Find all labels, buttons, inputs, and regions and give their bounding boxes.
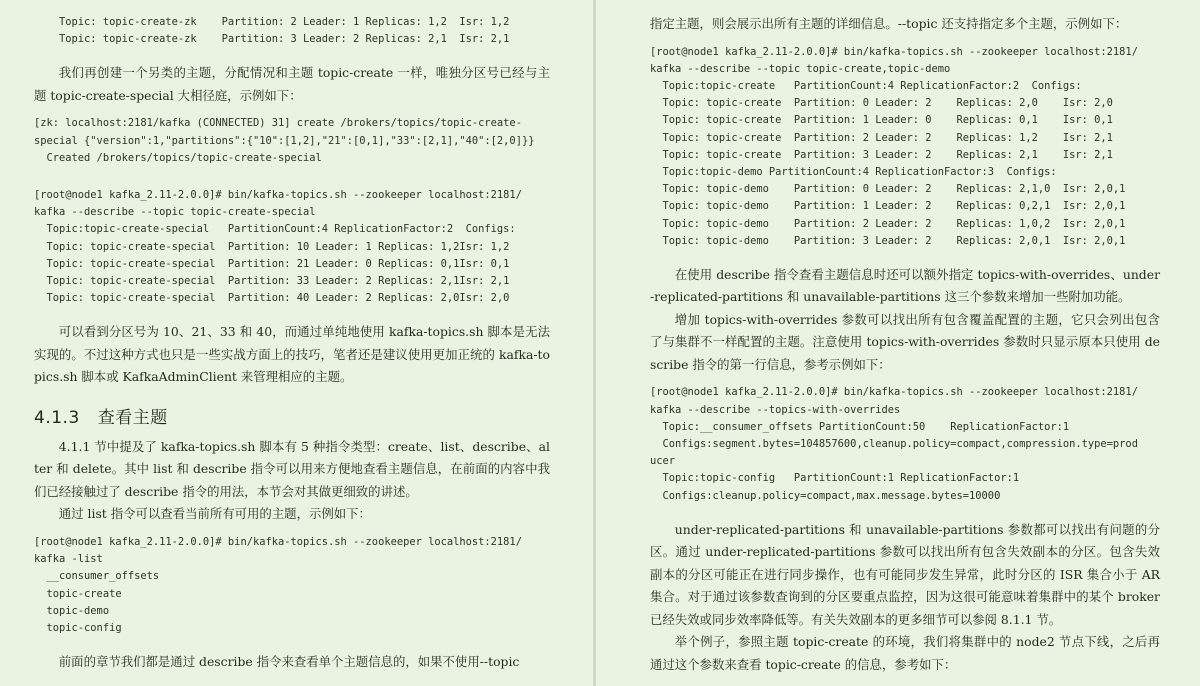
code-line: [zk: localhost:2181/kafka (CONNECTED) 31] create /brokers/topics/topic-create- (34, 117, 522, 130)
code-line: Topic: topic-create-special Partition: 10 Leader: 1 Replicas: 1,2Isr: 1,2 (34, 240, 510, 253)
code-line: kafka --describe --topics-with-overrides (650, 403, 901, 416)
code-block-overrides (650, 384, 1160, 504)
right-page (596, 0, 1200, 686)
code-line: Topic:__consumer_offsets PartitionCount:50 ReplicationFactor:1 (650, 420, 1070, 433)
code-line: Topic: topic-create-zk Partition: 3 Leader: 2 Replicas: 2,1 Isr: 2,1 (34, 33, 510, 46)
code-line: __consumer_offsets (34, 570, 160, 583)
code-block-topic-create-zk (34, 14, 550, 48)
code-line: Configs:cleanup.policy=compact,max.message.bytes=10000 (650, 489, 1001, 502)
code-line: kafka --describe --topic topic-create,topic-demo (650, 62, 951, 75)
paragraph-partition-numbers: 可以看到分区号为 10、21、33 和 40，而通过单纯地使用 kafka-topics.sh 脚本是无法实现的。不过这种方式也只是一些实战方面上的技巧，笔者还是建议使用更加正统的 kafka-topics.sh 脚本或 KafkaAdminClient 来管理相应的主题。 (34, 324, 550, 385)
code-line: Topic:topic-demo PartitionCount:4 ReplicationFactor:3 Configs: (650, 165, 1057, 178)
paragraph-describe-options: 在使用 describe 指令查看主题信息时还可以额外指定 topics-with-overrides、under-replicated-partitions 和 unavailable-partitions 这三个参数来增加一些附加功能。 (650, 266, 1160, 305)
code-line: Topic: topic-create Partition: 0 Leader: 2 Replicas: 2,0 Isr: 2,0 (650, 97, 1113, 110)
code-line: Topic: topic-create Partition: 3 Leader: 2 Replicas: 2,1 Isr: 2,1 (650, 148, 1113, 161)
paragraph-topics-with-overrides: 增加 topics-with-overrides 参数可以找出所有包含覆盖配置的主题，它只会列出包含了与集群不一样配置的主题。注意使用 topics-with-overrides 参数时只显示原本只使用 describe 指令的第一行信息，参考示例如下： (650, 311, 1160, 372)
code-line: kafka --describe --topic topic-create-special (34, 206, 316, 219)
code-line: [root@node1 kafka_2.11-2.0.0]# bin/kafka-topics.sh --zookeeper localhost:2181/ (650, 45, 1138, 58)
code-line: Topic:topic-create PartitionCount:4 ReplicationFactor:2 Configs: (650, 79, 1082, 92)
code-line: Topic:topic-create-special PartitionCount:4 ReplicationFactor:2 Configs: (34, 223, 516, 236)
code-line: Topic: topic-create Partition: 2 Leader: 2 Replicas: 1,2 Isr: 2,1 (650, 131, 1113, 144)
code-line: Topic: topic-demo Partition: 0 Leader: 2 Replicas: 2,1,0 Isr: 2,0,1 (650, 183, 1126, 196)
code-line: Topic: topic-demo Partition: 3 Leader: 2 Replicas: 2,0,1 Isr: 2,0,1 (650, 234, 1126, 247)
code-line: Topic: topic-demo Partition: 2 Leader: 2 Replicas: 1,0,2 Isr: 2,0,1 (650, 217, 1126, 230)
code-line: topic-demo (34, 604, 110, 617)
paragraph-under-replicated: under-replicated-partitions 和 unavailable-partitions 参数都可以找出有问题的分区。通过 under-replicated-partitions 参数可以找出所有包含失效副本的分区。包含失效副本的分区可能正在进行同步操作，也有可能同步发生异常，此时分区的 ISR 集合小于 AR 集合。对于通过该参数查询到的分区要重点监控，因为这很可能意味着集群中的某个 broker 已经失效或同步效率降低等。有关失效副本的更多细节可以参阅 8.1.1 节。 (650, 521, 1160, 627)
code-line: topic-config (34, 621, 122, 634)
code-line: Created /brokers/topics/topic-create-special (34, 151, 322, 164)
code-line: Topic: topic-demo Partition: 1 Leader: 2 Replicas: 0,2,1 Isr: 2,0,1 (650, 200, 1126, 213)
paragraph-multi-topic: 指定主题，则会展示出所有主题的详细信息。--topic 还支持指定多个主题，示例如下： (650, 16, 1128, 31)
code-line: special {"version":1,"partitions":{"10":[1,2],"21":[0,1],"33":[2,1],"40":[2,0]}} (34, 134, 535, 147)
code-block-describe-special (34, 187, 550, 307)
section-heading (34, 403, 550, 428)
code-block-list (34, 534, 550, 637)
code-line: kafka -list (34, 553, 103, 566)
paragraph-special-topic: 我们再创建一个另类的主题，分配情况和主题 topic-create 一样，唯独分区号已经与主题 topic-create-special 大相径庭，示例如下： (34, 65, 550, 103)
code-line: Topic: topic-create-special Partition: 21 Leader: 0 Replicas: 0,1Isr: 0,1 (34, 257, 510, 270)
code-line: [root@node1 kafka_2.11-2.0.0]# bin/kafka-topics.sh --zookeeper localhost:2181/ (34, 189, 522, 202)
code-line: Configs:segment.bytes=104857600,cleanup.policy=compact,compression.type=prod (650, 438, 1138, 451)
paragraph-list-intro: 通过 list 指令可以查看当前所有可用的主题，示例如下： (58, 506, 371, 522)
code-line: Topic: topic-create Partition: 1 Leader: 0 Replicas: 0,1 Isr: 0,1 (650, 114, 1113, 127)
code-block-zk-create (34, 115, 550, 167)
code-line: ucer (650, 455, 676, 468)
code-line: Topic: topic-create-zk Partition: 2 Leader: 1 Replicas: 1,2 Isr: 1,2 (34, 16, 510, 28)
left-page (0, 0, 594, 686)
paragraph-command-types: 4.1.1 节中提及了 kafka-topics.sh 脚本有 5 种指令类型：create、list、describe、alter 和 delete。其中 list 和 describe 指令可以用来方便地查看主题信息，在前面的内容中我们已经接触过了 describe 指令的用法，本节会对其做更细致的讲述。 (34, 438, 550, 499)
code-line: Topic:topic-config PartitionCount:1 ReplicationFactor:1 (650, 472, 1020, 485)
code-line: [root@node1 kafka_2.11-2.0.0]# bin/kafka-topics.sh --zookeeper localhost:2181/ (650, 386, 1138, 399)
code-line: topic-create (34, 587, 122, 600)
paragraph-example-node2: 举个例子，参照主题 topic-create 的环境，我们将集群中的 node2 节点下线，之后再通过这个参数来查看 topic-create 的信息，参考如下： (650, 634, 1160, 672)
code-line: Topic: topic-create-special Partition: 40 Leader: 2 Replicas: 2,0Isr: 2,0 (34, 292, 510, 305)
code-line: [root@node1 kafka_2.11-2.0.0]# bin/kafka-topics.sh --zookeeper localhost:2181/ (34, 535, 522, 548)
paragraph-describe-intro: 前面的章节我们都是通过 describe 指令来查看单个主题信息的，如果不使用--topic (58, 654, 520, 670)
section-title: 查看主题 (97, 407, 168, 428)
section-number: 4.1.3 (34, 407, 80, 428)
code-block-describe-multi (650, 44, 1160, 250)
code-line: Topic: topic-create-special Partition: 33 Leader: 2 Replicas: 2,1Isr: 2,1 (34, 275, 510, 288)
